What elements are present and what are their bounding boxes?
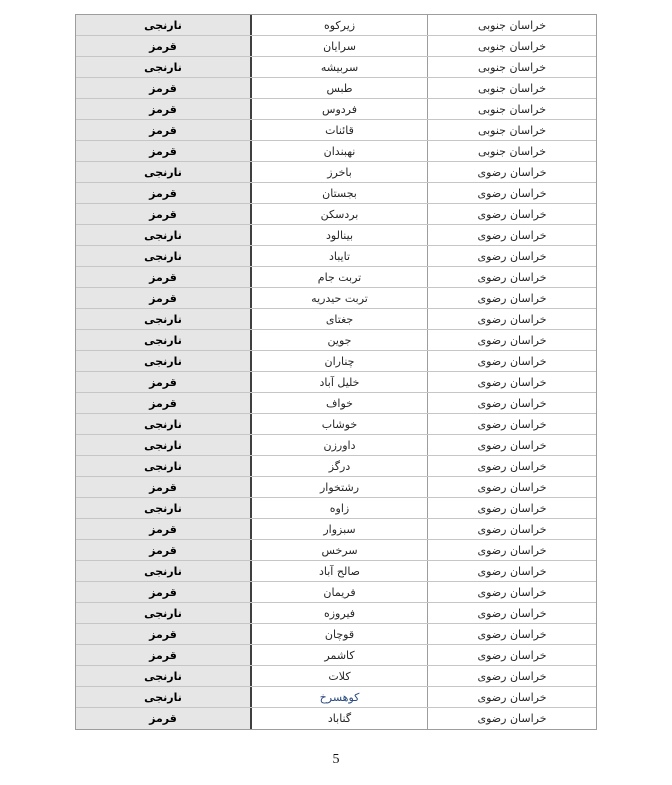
status-cell: قرمز	[76, 519, 252, 539]
province-status-table	[75, 14, 597, 730]
county-link[interactable]: کوهسرخ	[319, 690, 360, 704]
province-cell: خراسان جنوبی	[427, 78, 596, 98]
status-cell: نارنجی	[76, 57, 252, 77]
status-cell: قرمز	[76, 372, 252, 392]
status-cell: نارنجی	[76, 162, 252, 182]
table-row	[76, 309, 596, 330]
county-cell: طبس	[326, 81, 353, 95]
county-cell: صالح آباد	[319, 564, 361, 578]
status-cell: قرمز	[76, 708, 252, 729]
table-row	[76, 687, 596, 708]
province-cell: خراسان رضوی	[427, 540, 596, 560]
province-cell: خراسان رضوی	[427, 435, 596, 455]
county-cell: جوین	[327, 333, 352, 347]
county-cell: گناباد	[327, 712, 352, 725]
county-cell: خلیل آباد	[319, 375, 360, 389]
county-cell: زیرکوه	[323, 18, 356, 32]
table-row	[76, 708, 596, 729]
county-cell: خوشاب	[321, 417, 358, 431]
county-cell: کاشمر	[324, 648, 355, 662]
status-cell: نارنجی	[76, 603, 252, 623]
status-cell: قرمز	[76, 204, 252, 224]
table-row	[76, 267, 596, 288]
county-cell: تایباد	[328, 249, 351, 263]
province-cell: خراسان رضوی	[427, 687, 596, 707]
province-cell: خراسان رضوی	[427, 624, 596, 644]
table-row	[76, 288, 596, 309]
table-row	[76, 57, 596, 78]
table-row	[76, 561, 596, 582]
county-cell: قوچان	[324, 627, 355, 641]
status-cell: قرمز	[76, 183, 252, 203]
province-cell: خراسان رضوی	[427, 183, 596, 203]
table-row	[76, 477, 596, 498]
table-row	[76, 456, 596, 477]
county-cell: بینالود	[326, 228, 353, 242]
status-cell: نارنجی	[76, 225, 252, 245]
county-cell: باخرز	[327, 165, 352, 179]
province-cell: خراسان جنوبی	[427, 57, 596, 77]
county-cell: سرخس	[321, 543, 358, 557]
county-cell: چناران	[324, 354, 355, 368]
province-cell: خراسان رضوی	[427, 708, 596, 729]
table-row	[76, 15, 596, 36]
table-row	[76, 36, 596, 57]
table-row	[76, 162, 596, 183]
province-cell: خراسان رضوی	[427, 393, 596, 413]
table-row	[76, 603, 596, 624]
province-cell: خراسان رضوی	[427, 582, 596, 602]
status-cell: قرمز	[76, 645, 252, 665]
province-cell: خراسان رضوی	[427, 519, 596, 539]
province-cell: خراسان جنوبی	[427, 141, 596, 161]
status-cell: قرمز	[76, 540, 252, 560]
county-cell: بردسکن	[320, 207, 359, 221]
province-cell: خراسان رضوی	[427, 603, 596, 623]
status-cell: نارنجی	[76, 456, 252, 476]
province-cell: خراسان جنوبی	[427, 36, 596, 56]
table-row	[76, 330, 596, 351]
status-cell: نارنجی	[76, 561, 252, 581]
table-row	[76, 498, 596, 519]
table-row	[76, 666, 596, 687]
table-row	[76, 141, 596, 162]
table-row	[76, 393, 596, 414]
status-cell: نارنجی	[76, 351, 252, 371]
status-cell: نارنجی	[76, 330, 252, 350]
status-cell: قرمز	[76, 624, 252, 644]
province-cell: خراسان رضوی	[427, 288, 596, 308]
table-row	[76, 183, 596, 204]
county-cell: زاوه	[329, 501, 350, 515]
status-cell: قرمز	[76, 288, 252, 308]
county-cell: تربت جام	[317, 270, 362, 284]
status-cell: قرمز	[76, 78, 252, 98]
province-cell: خراسان رضوی	[427, 666, 596, 686]
status-cell: نارنجی	[76, 498, 252, 518]
province-cell: خراسان رضوی	[427, 372, 596, 392]
status-cell: نارنجی	[76, 435, 252, 455]
province-cell: خراسان رضوی	[427, 309, 596, 329]
table-row	[76, 519, 596, 540]
county-cell: سربیشه	[320, 60, 359, 74]
status-cell: نارنجی	[76, 666, 252, 686]
county-cell: تربت حیدریه	[311, 291, 368, 305]
county-cell: فیروزه	[323, 606, 356, 620]
province-cell: خراسان رضوی	[427, 561, 596, 581]
province-cell: خراسان جنوبی	[427, 15, 596, 35]
county-cell: درگز	[328, 459, 351, 473]
status-cell: قرمز	[76, 582, 252, 602]
province-cell: خراسان رضوی	[427, 330, 596, 350]
table-row	[76, 435, 596, 456]
province-cell: خراسان رضوی	[427, 162, 596, 182]
table-row	[76, 372, 596, 393]
county-cell: بجستان	[322, 186, 357, 200]
status-cell: قرمز	[76, 120, 252, 140]
province-cell: خراسان رضوی	[427, 225, 596, 245]
status-cell: قرمز	[76, 99, 252, 119]
table-row	[76, 624, 596, 645]
table-row	[76, 540, 596, 561]
status-cell: قرمز	[76, 141, 252, 161]
table-row	[76, 225, 596, 246]
county-cell: خواف	[326, 396, 353, 410]
county-cell: فریمان	[323, 585, 356, 599]
county-cell: داورزن	[323, 438, 356, 452]
province-cell: خراسان رضوی	[427, 498, 596, 518]
table-row	[76, 645, 596, 666]
county-cell: فردوس	[322, 102, 357, 116]
county-cell: رشتخوار	[320, 480, 359, 494]
table-row	[76, 120, 596, 141]
status-cell: قرمز	[76, 267, 252, 287]
county-cell: کلات	[328, 669, 351, 683]
county-cell: نهبندان	[323, 144, 356, 158]
table-row	[76, 582, 596, 603]
province-cell: خراسان جنوبی	[427, 120, 596, 140]
province-cell: خراسان جنوبی	[427, 99, 596, 119]
status-cell: نارنجی	[76, 15, 252, 35]
table-row	[76, 246, 596, 267]
status-cell: نارنجی	[76, 687, 252, 707]
page-number: 5	[332, 752, 340, 767]
status-cell: قرمز	[76, 393, 252, 413]
table-row	[76, 351, 596, 372]
province-cell: خراسان رضوی	[427, 645, 596, 665]
province-cell: خراسان رضوی	[427, 246, 596, 266]
status-cell: نارنجی	[76, 246, 252, 266]
status-cell: نارنجی	[76, 414, 252, 434]
county-cell: سرایان	[323, 39, 356, 53]
province-cell: خراسان رضوی	[427, 477, 596, 497]
province-cell: خراسان رضوی	[427, 456, 596, 476]
status-cell: قرمز	[76, 36, 252, 56]
province-cell: خراسان رضوی	[427, 414, 596, 434]
status-cell: نارنجی	[76, 309, 252, 329]
county-cell: جغتای	[325, 312, 354, 326]
province-cell: خراسان رضوی	[427, 351, 596, 371]
province-cell: خراسان رضوی	[427, 267, 596, 287]
table-row	[76, 414, 596, 435]
table-row	[76, 78, 596, 99]
province-cell: خراسان رضوی	[427, 204, 596, 224]
status-cell: قرمز	[76, 477, 252, 497]
table-row	[76, 99, 596, 120]
county-cell: سبزوار	[323, 522, 356, 536]
table-row	[76, 204, 596, 225]
county-cell: قائنات	[325, 123, 354, 137]
